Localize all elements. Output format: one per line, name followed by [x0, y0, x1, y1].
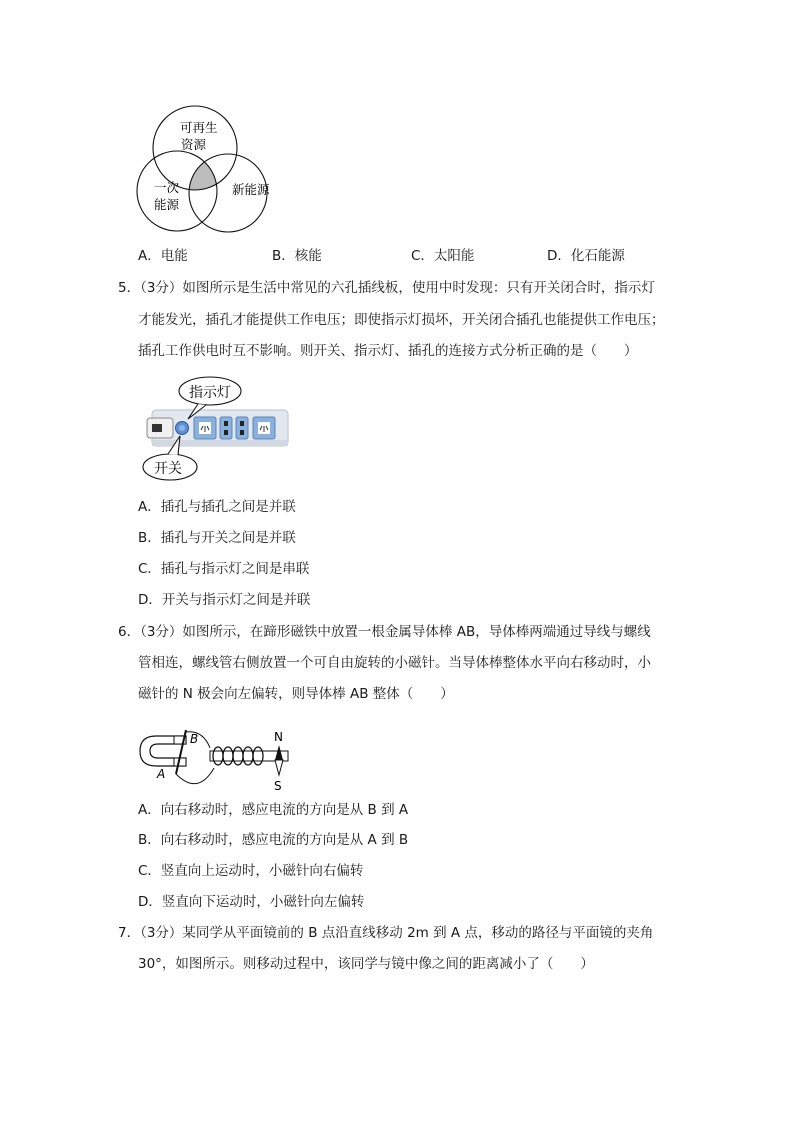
venn-label-left-2: 能源 [154, 197, 180, 212]
q5-stem-line-2: 才能发光，插孔才能提供工作电压；即使指示灯损坏，开关闭合插孔也能提供工作电压； [138, 312, 665, 328]
q7-stem-line-2: 30°，如图所示。则移动过程中，该同学与镜中像之间的距离减小了（ ） [138, 956, 594, 972]
venn-label-right: 新能源 [232, 182, 270, 197]
q6-option-b[interactable]: B．向右移动时，感应电流的方向是从 A 到 B [138, 832, 409, 848]
label-n: N [274, 730, 283, 744]
q6-option-d[interactable]: D．竖直向下运动时，小磁针向左偏转 [138, 894, 365, 910]
q4-option-b[interactable]: B．核能 [272, 248, 322, 264]
q4-option-d[interactable]: D．化石能源 [547, 248, 625, 264]
q5-stem-line-3: 插孔工作供电时互不影响。则开关、指示灯、插孔的连接方式分析正确的是（ ） [138, 343, 638, 359]
label-s: S [274, 779, 282, 793]
socket-2 [220, 417, 232, 439]
compass-needle [266, 728, 292, 794]
q5-stem-line-1: 5．（3分）如图所示是生活中常见的六孔插线板，使用中时发现：只有开关闭合时，指示灯 [118, 280, 655, 296]
q6-stem-line-2: 管相连，螺线管右侧放置一个可自由旋转的小磁针。当导体棒整体水平向右移动时，小 [138, 655, 651, 671]
power-strip-figure [138, 374, 294, 484]
venn-diagram [130, 100, 290, 240]
label-a: A [157, 767, 166, 781]
q5-option-d[interactable]: D．开关与指示灯之间是并联 [138, 592, 311, 608]
wire-bottom [176, 768, 214, 784]
q5-option-a[interactable]: A．插孔与插孔之间是并联 [138, 499, 296, 515]
q6-option-c[interactable]: C．竖直向上运动时，小磁针向右偏转 [138, 863, 364, 879]
q7-stem-line-1: 7．（3分）某同学从平面镜前的 B 点沿直线移动 2m 到 A 点，移动的路径与平面镜的夹角 [118, 925, 654, 941]
q4-option-a[interactable]: A．电能 [138, 248, 188, 264]
q4-option-c[interactable]: C．太阳能 [411, 248, 475, 264]
switch-label: 开关 [154, 461, 182, 477]
q6-stem-line-3: 磁针的 N 极会向左偏转，则导体棒 AB 整体（ ） [138, 686, 454, 702]
venn-label-left-1: 一次 [154, 180, 180, 195]
venn-label-top-1: 可再生 [180, 120, 218, 135]
label-b: B [190, 732, 199, 746]
indicator-label: 指示灯 [189, 385, 231, 401]
q6-stem-line-1: 6．（3分）如图所示，在蹄形磁铁中放置一根金属导体棒 AB，导体棒两端通过导线与螺线 [118, 624, 651, 640]
venn-label-top-2: 资源 [181, 137, 207, 152]
q6-option-a[interactable]: A．向右移动时，感应电流的方向是从 B 到 A [138, 802, 409, 818]
q5-option-c[interactable]: C．插孔与指示灯之间是串联 [138, 561, 310, 577]
q5-option-b[interactable]: B．插孔与开关之间是并联 [138, 530, 296, 546]
socket-3 [236, 417, 248, 439]
